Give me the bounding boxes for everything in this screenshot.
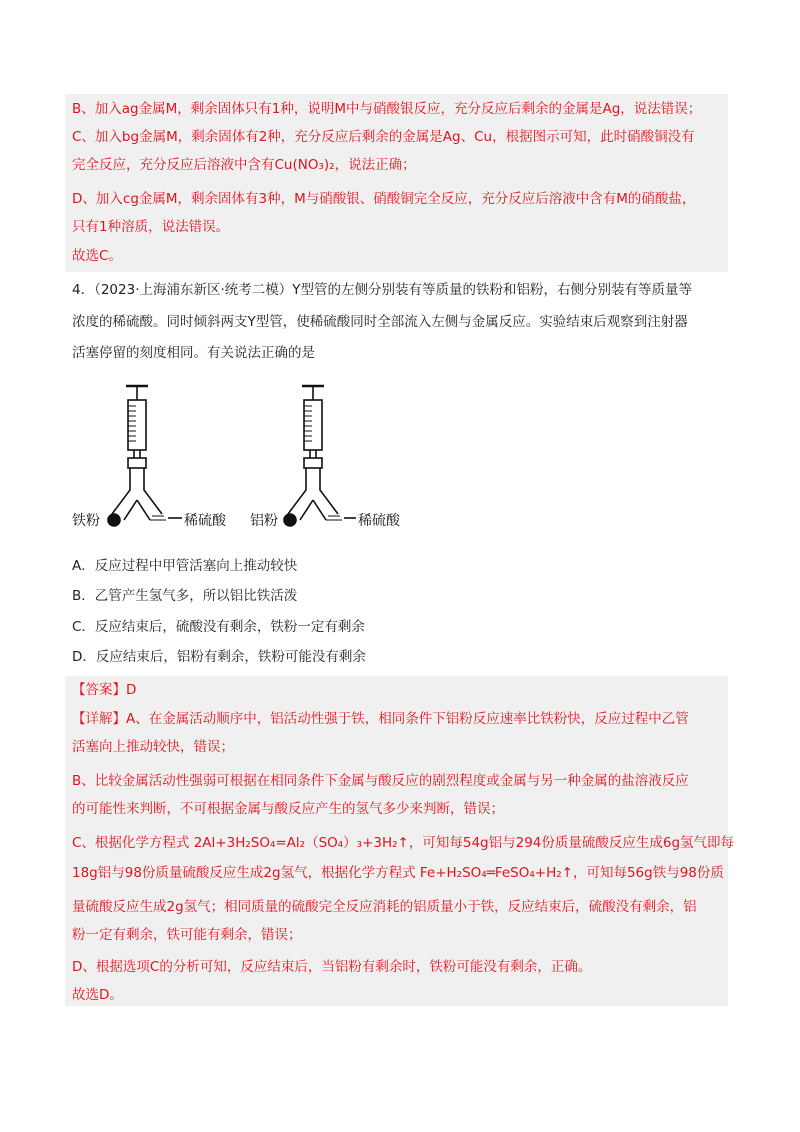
detail-line-3: B、比较金属活动性强弱可根据在相同条件下金属与酸反应的剧烈程度或金属与另一种金属的盐溶液反应 [72, 773, 689, 789]
option-b: B．乙管产生氢气多，所以铝比铁活泼 [72, 588, 298, 604]
option-d-explanation-cont: 只有1种溶质，说法错误。 [72, 219, 230, 235]
option-b-explanation: B、加入ag金属M，剩余固体只有1种，说明M中与硝酸银反应，充分反应后剩余的金属是Ag，说法错误； [72, 101, 702, 117]
option-a: A．反应过程中甲管活塞向上推动较快 [72, 558, 298, 574]
left-metal-label: 铁粉 [72, 513, 100, 529]
choose-c: 故选C。 [72, 248, 122, 264]
left-apparatus [108, 386, 182, 526]
choose-d: 故选D。 [72, 987, 123, 1003]
option-c-explanation-cont: 完全反应，充分反应后溶液中含有Cu(NO₃)₂，说法正确； [72, 157, 416, 173]
option-d: D．反应结束后，铝粉有剩余，铁粉可能没有剩余 [72, 649, 366, 665]
right-metal-label: 铝粉 [250, 513, 278, 529]
detail-line-8: 粉一定有剩余，铁可能有剩余，错误； [72, 927, 302, 943]
detail-line-6: 18g铝与98份质量硫酸反应生成2g氢气，根据化学方程式 Fe+H₂SO₄═FeSO₄+H₂↑，可知每56g铁与98份质 [72, 865, 724, 881]
option-c: C．反应结束后，硫酸没有剩余，铁粉一定有剩余 [72, 619, 365, 635]
right-acid-label: 稀硫酸 [358, 513, 400, 529]
detail-line-7: 量硫酸反应生成2g氢气；相同质量的硫酸完全反应消耗的铝质量小于铁，反应结束后，硫酸没有剩余，铝 [72, 899, 697, 915]
detail-line-2: 活塞向上推动较快，错误； [72, 739, 234, 755]
detail-line-5: C、根据化学方程式 2Al+3H₂SO₄=Al₂（SO₄）₃+3H₂↑，可知每54g铝与294份质量硫酸反应生成6g氢气即每 [72, 835, 735, 851]
top-answer-shade [65, 94, 728, 272]
option-d-explanation: D、加入cg金属M，剩余固体有3种，M与硝酸银、硝酸铜完全反应，充分反应后溶液中含有M的硝酸盐， [72, 191, 696, 207]
question-stem-line-3: 活塞停留的刻度相同。有关说法正确的是 [72, 345, 315, 361]
question-stem-line-1: 4．（2023·上海浦东新区·统考二模）Y型管的左侧分别装有等质量的铁粉和铝粉，右侧分别装有等质量等 [72, 282, 693, 298]
y-tube-figure [70, 378, 430, 538]
question-stem-line-2: 浓度的稀硫酸。同时倾斜两支Y型管，使稀硫酸同时全部流入左侧与金属反应。实验结束后观察到注射器 [72, 314, 688, 330]
answer-label: 【答案】D [72, 682, 137, 698]
detail-line-4: 的可能性来判断，不可根据金属与酸反应产生的氢气多少来判断，错误； [72, 801, 504, 817]
detail-line-9: D、根据选项C的分析可知，反应结束后，当铝粉有剩余时，铁粉可能没有剩余，正确。 [72, 959, 592, 975]
detail-line-1: 【详解】A、在金属活动顺序中，铝活动性强于铁，相同条件下铝粉反应速率比铁粉快，反应过程中乙管 [72, 711, 689, 727]
right-apparatus [284, 386, 356, 526]
option-c-explanation: C、加入bg金属M，剩余固体有2种，充分反应后剩余的金属是Ag、Cu，根据图示可知，此时硝酸铜没有 [72, 129, 695, 145]
left-acid-label: 稀硫酸 [184, 513, 226, 529]
